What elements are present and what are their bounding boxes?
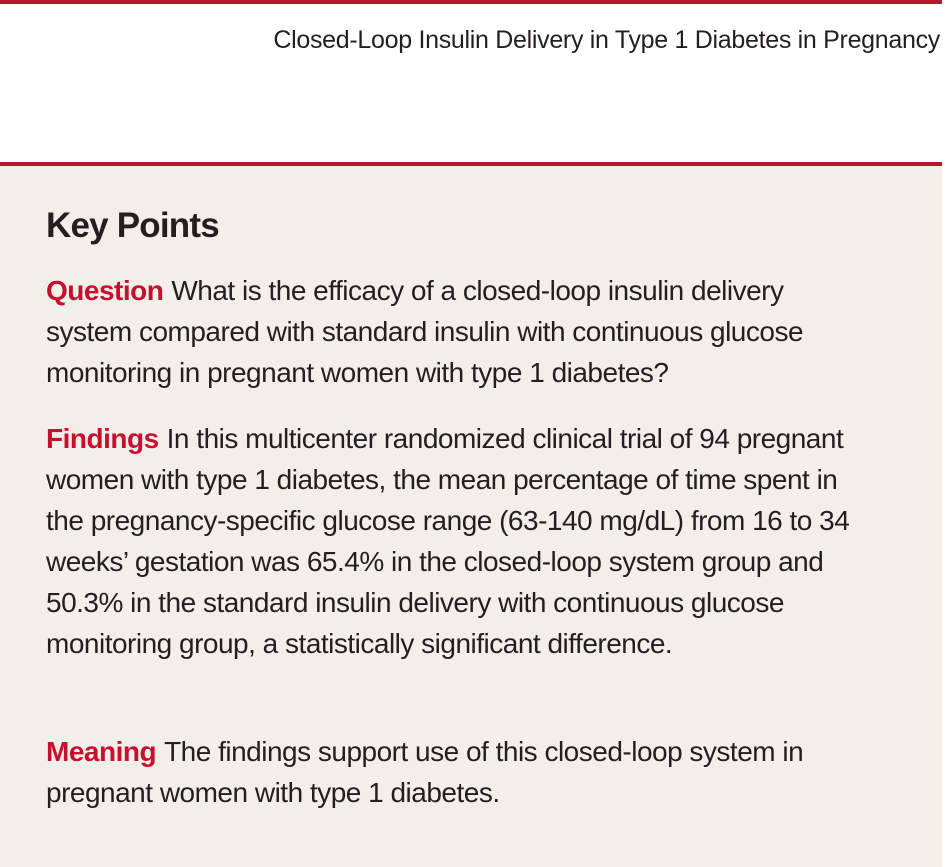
findings-text: In this multicenter randomized clinical trial of 94 pregnant women with type 1 diabetes, the mean percentage of time spent in the pregnancy-specific glucose range (63-140 mg/dL) from 16 to 34 weeks’ gestation was 65.4% in the closed-loop system group and 50.3% in the standard insulin delivery with continuous glucose monitoring group, a statistically significant difference. bbox=[46, 423, 850, 659]
findings-section bbox=[46, 418, 876, 664]
findings-label: Findings bbox=[46, 423, 159, 454]
question-text: What is the efficacy of a closed-loop insulin delivery system compared with standard insulin with continuous glucose monitoring in pregnant women with type 1 diabetes? bbox=[46, 275, 804, 388]
key-points-title: Key Points bbox=[46, 206, 219, 245]
key-points-box bbox=[0, 162, 942, 867]
running-header-title: Closed-Loop Insulin Delivery in Type 1 Diabetes in Pregnancy bbox=[273, 26, 940, 54]
meaning-text: The findings support use of this closed-loop system in pregnant women with type 1 diabetes. bbox=[46, 736, 804, 808]
meaning-label: Meaning bbox=[46, 736, 157, 767]
meaning-section bbox=[46, 731, 876, 813]
question-section bbox=[46, 270, 876, 393]
top-rule bbox=[0, 0, 942, 4]
question-label: Question bbox=[46, 275, 164, 306]
